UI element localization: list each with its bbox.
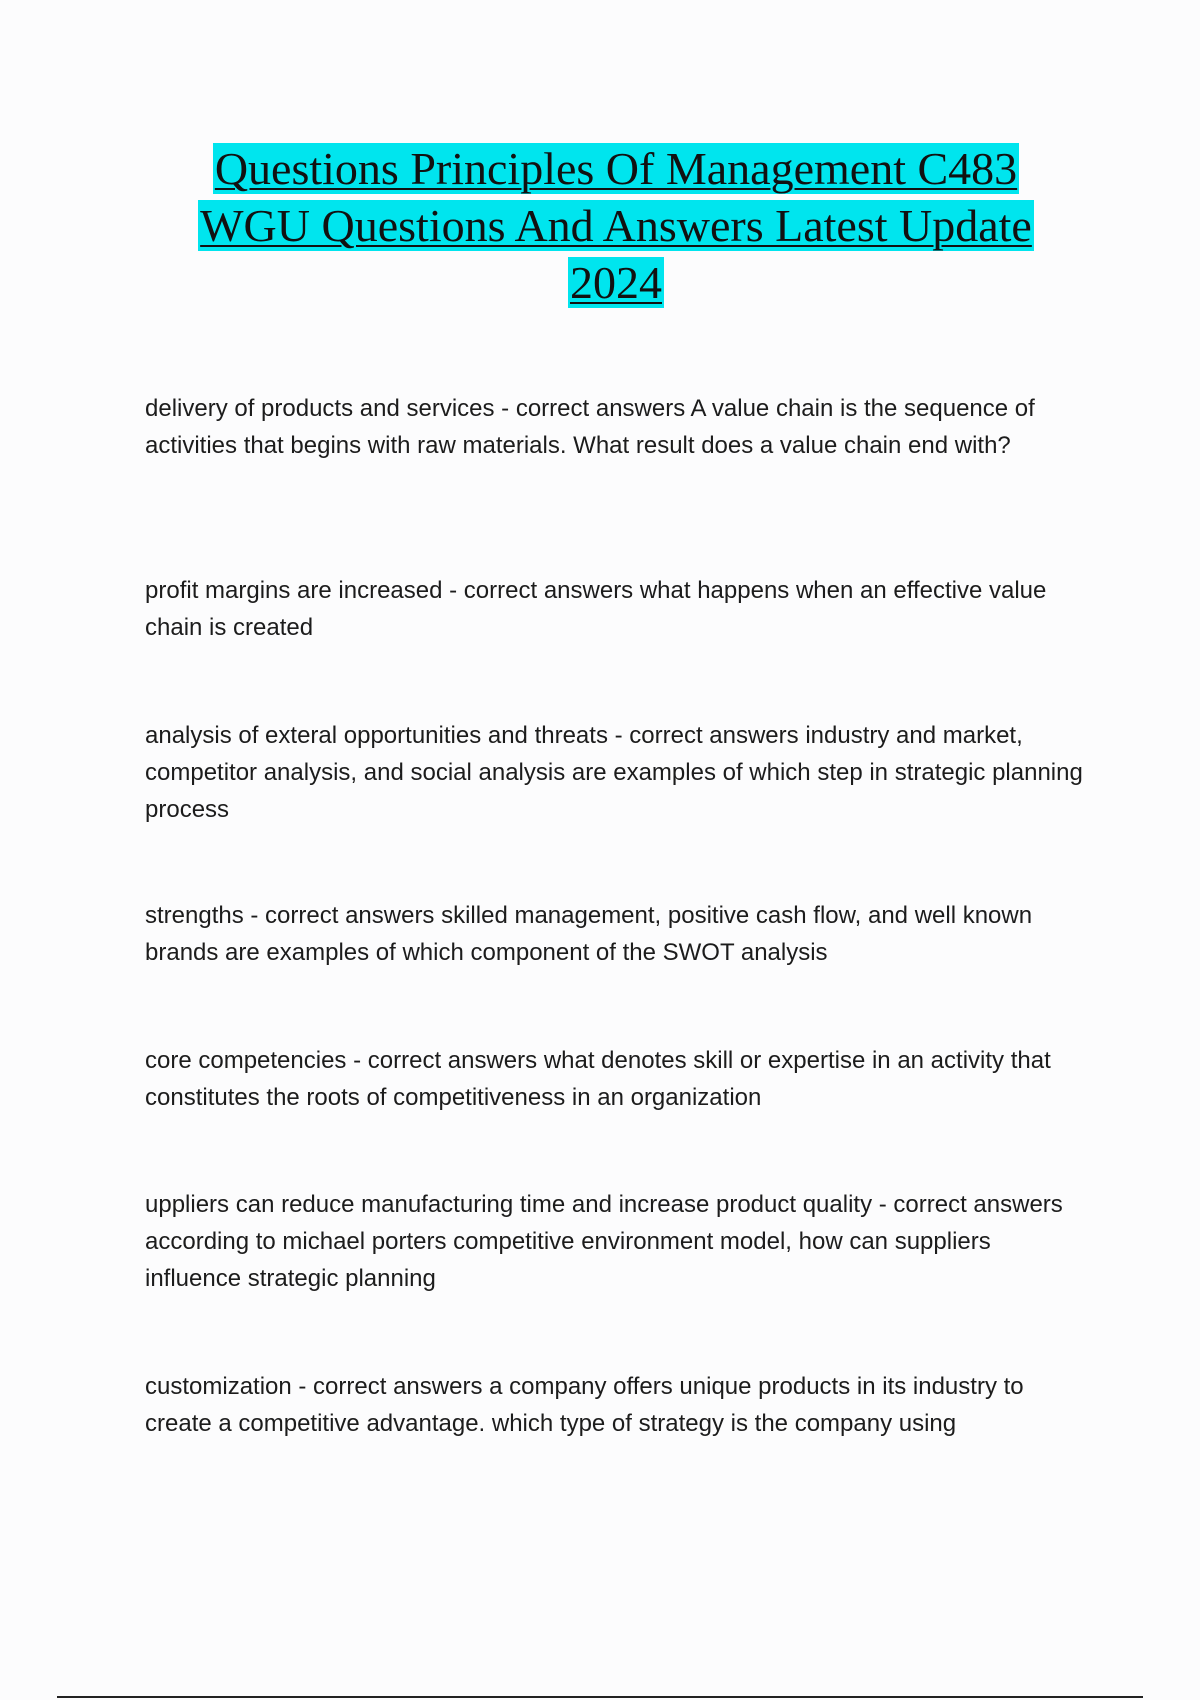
qa-item: core competencies - correct answers what denotes skill or expertise in an activity that constitutes the roots of competitiveness in an organization [145, 1047, 1051, 1111]
qa-item: strengths - correct answers skilled management, positive cash flow, and well known brands are examples of which component of the SWOT analysis [145, 902, 1033, 966]
qa-item: analysis of exteral opportunities and threats - correct answers industry and market, competitor analysis, and social analysis are examples of which step in strategic planning process [145, 722, 1083, 823]
qa-item: uppliers can reduce manufacturing time and increase product quality - correct answers according to michael porters competitive environment model, how can suppliers influence strategic planning [145, 1191, 1063, 1292]
qa-item: delivery of products and services - correct answers A value chain is the sequence of activities that begins with raw materials. What result does a value chain end with? [145, 395, 1035, 459]
title-line-1: Questions Principles Of Management C483 [214, 143, 1018, 194]
qa-item: profit margins are increased - correct answers what happens when an effective value chain is created [145, 577, 1047, 641]
title-line-3: 2024 [570, 257, 662, 308]
document-title [140, 140, 1092, 311]
title-line-2: WGU Questions And Answers Latest Update [200, 200, 1032, 251]
footer-rule [57, 1696, 1143, 1698]
qa-item: customization - correct answers a company offers unique products in its industry to create a competitive advantage. which type of strategy is the company using [145, 1373, 1024, 1437]
